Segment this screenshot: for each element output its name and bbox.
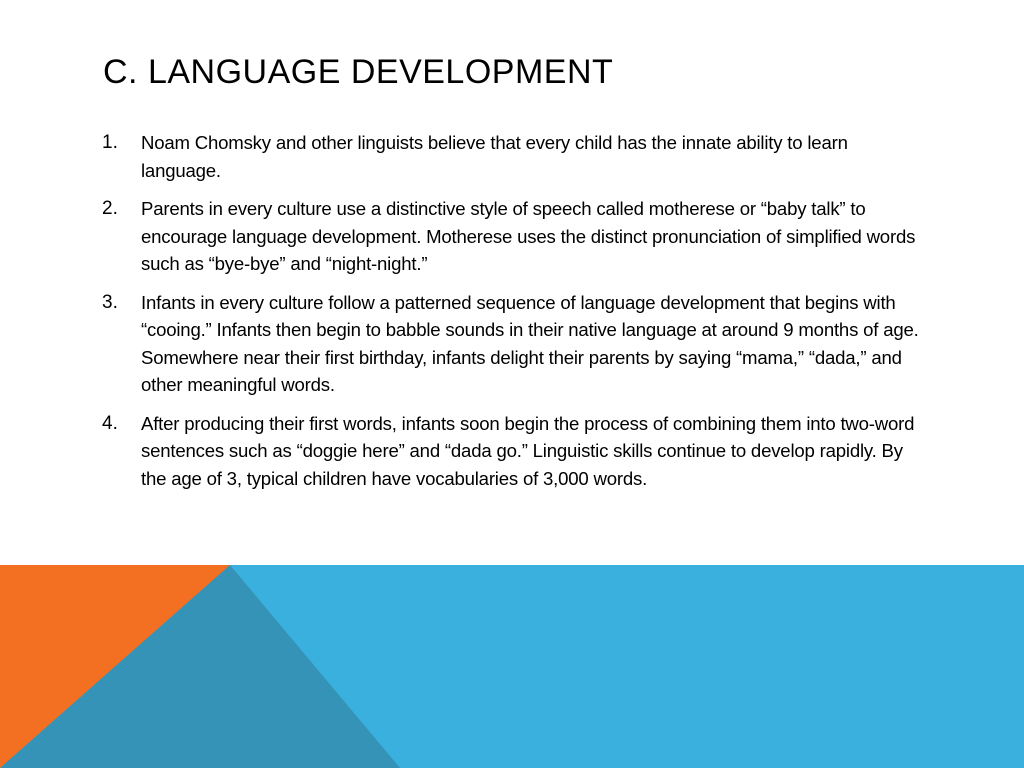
- list-item: [102, 129, 932, 184]
- numbered-list: [102, 129, 932, 503]
- list-item: [102, 195, 932, 278]
- list-item-number: 1.: [102, 132, 118, 153]
- list-item: [102, 289, 932, 399]
- list-item-number: 2.: [102, 198, 118, 219]
- list-item-number: 4.: [102, 412, 118, 434]
- decorative-footer-band: [0, 565, 1024, 768]
- slide-title: C. LANGUAGE DEVELOPMENT: [103, 53, 614, 91]
- list-item: [102, 410, 932, 493]
- list-item-text: Infants in every culture follow a patterned sequence of language development that begins with “cooing.” Infants then begin to babble sounds in their native language at around 9 months of age. Somewhere near their first birthday, infants delight their parents by saying “mama,” “dada,” and other meaningful words.: [141, 291, 919, 395]
- list-item-number: 3.: [102, 291, 118, 313]
- list-item-text: After producing their first words, infants soon begin the process of combining them into two-word sentences such as “doggie here” and “dada go.” Linguistic skills continue to develop rapidly. By the age of 3, typical children have vocabularies of 3,000 words.: [141, 412, 915, 489]
- list-item-text: Noam Chomsky and other linguists believe that every child has the innate ability to learn language.: [141, 132, 848, 181]
- list-item-text: Parents in every culture use a distinctive style of speech called motherese or “baby talk” to encourage language development. Motherese uses the distinct pronunciation of simplified words such as “bye-bye” and “night-night.”: [141, 198, 916, 274]
